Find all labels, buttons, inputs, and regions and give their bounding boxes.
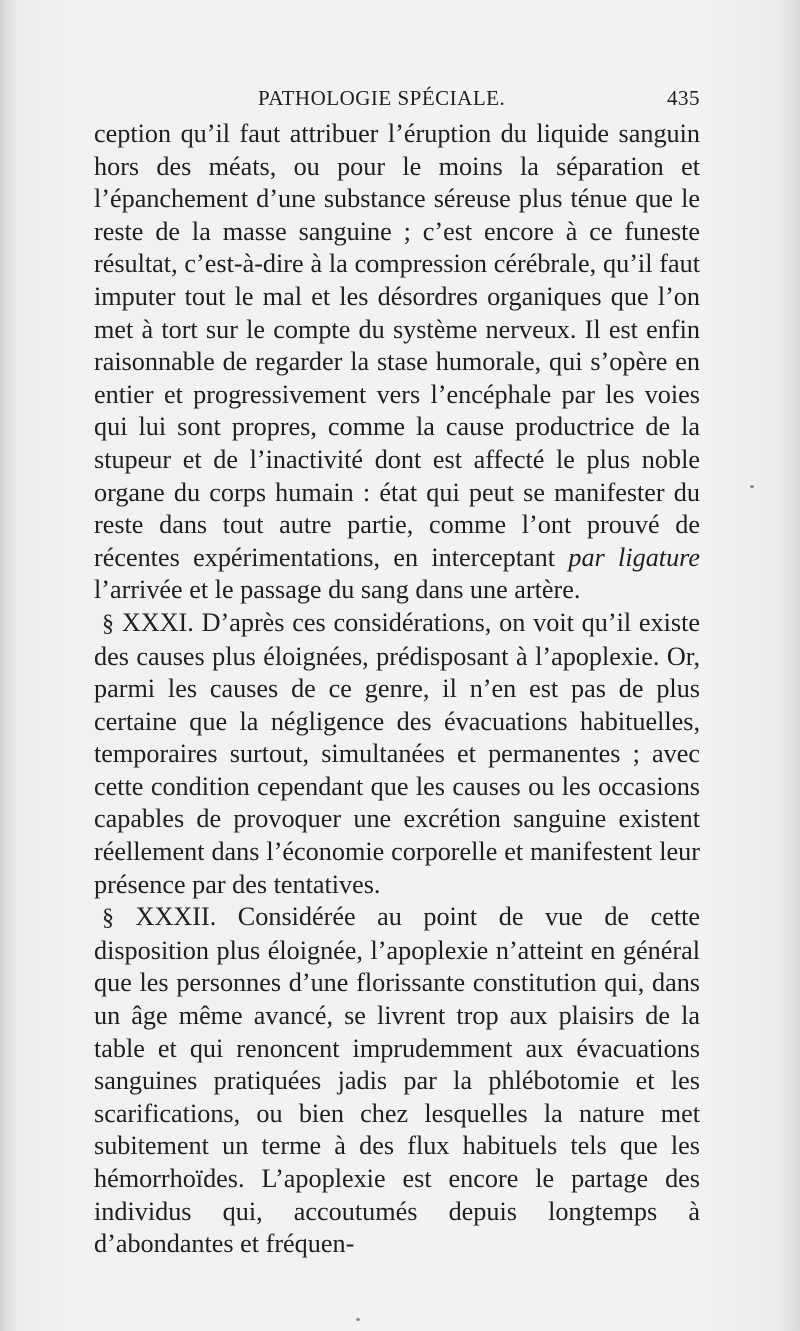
paragraph-1-tail: l’arrivée et le passage du sang dans une artère. xyxy=(94,575,581,605)
paragraph-section-31 xyxy=(94,607,700,901)
paper-speck xyxy=(750,485,754,488)
paragraph-section-31-text: XXXI. D’après ces considérations, on voit qu’il existe des causes plus éloignées, prédisposant à l’apoplexie. Or, parmi les causes de ce genre, il n’en est pas de plus certaine que la négligence des évacuations habituelles, temporaires surtout, simultanées et permanentes ; avec cette condition cependant que les causes ou les occasions capables de provoquer une excrétion sanguine existent réellement dans l’économie corporelle et manifestent leur présence par des tentatives. xyxy=(94,607,701,899)
paper-speck xyxy=(356,1318,360,1321)
paragraph-1-text: ception qu’il faut attribuer l’éruption du liquide sanguin hors des méats, ou pour le moins la séparation et l’épanchement d’une substance séreuse plus ténue que le reste de la masse sanguine ; c’est encore à ce funeste résultat, c’est-à-dire à la compression cérébrale, qu’il faut imputer tout le mal et les désordres organiques que l’on met à tort sur le compte du système nerveux. Il est enfin raisonnable de regarder la stase humorale, qui s’opère en entier et progressivement vers l’encéphale par les voies qui lui sont propres, comme la cause productrice de la stupeur et de l’inactivité dont est affecté le plus noble organe du corps humain : état qui peut se manifester du reste dans tout autre partie, comme l’ont prouvé de récentes expérimentations, en interceptant xyxy=(94,119,700,572)
paragraph-1 xyxy=(94,118,700,607)
running-head xyxy=(94,82,700,118)
italic-phrase: par ligature xyxy=(568,542,701,572)
section-mark: § xyxy=(102,610,114,637)
book-page xyxy=(94,82,700,1261)
paragraph-section-32-text: XXXII. Considérée au point de vue de cette disposition plus éloignée, l’apoplexie n’atteint en général que les personnes d’une florissante constitution qui, dans un âge même avancé, se livrent trop aux plaisirs de la table et qui renoncent imprudemment aux évacuations sanguines pratiquées jadis par la phlébotomie et les scarifications, ou bien chez lesquelles la nature met subitement un terme à des flux habituels tels que les hémorrhoïdes. L’apoplexie est encore le partage des individus qui, accoutumés depuis longtemps à d’abondantes et fréquen- xyxy=(94,902,700,1259)
page-number: 435 xyxy=(667,86,700,110)
paragraph-section-32 xyxy=(94,901,700,1261)
section-mark: § xyxy=(102,905,114,932)
body-text xyxy=(94,118,700,1261)
running-title: PATHOLOGIE SPÉCIALE. xyxy=(258,86,506,110)
